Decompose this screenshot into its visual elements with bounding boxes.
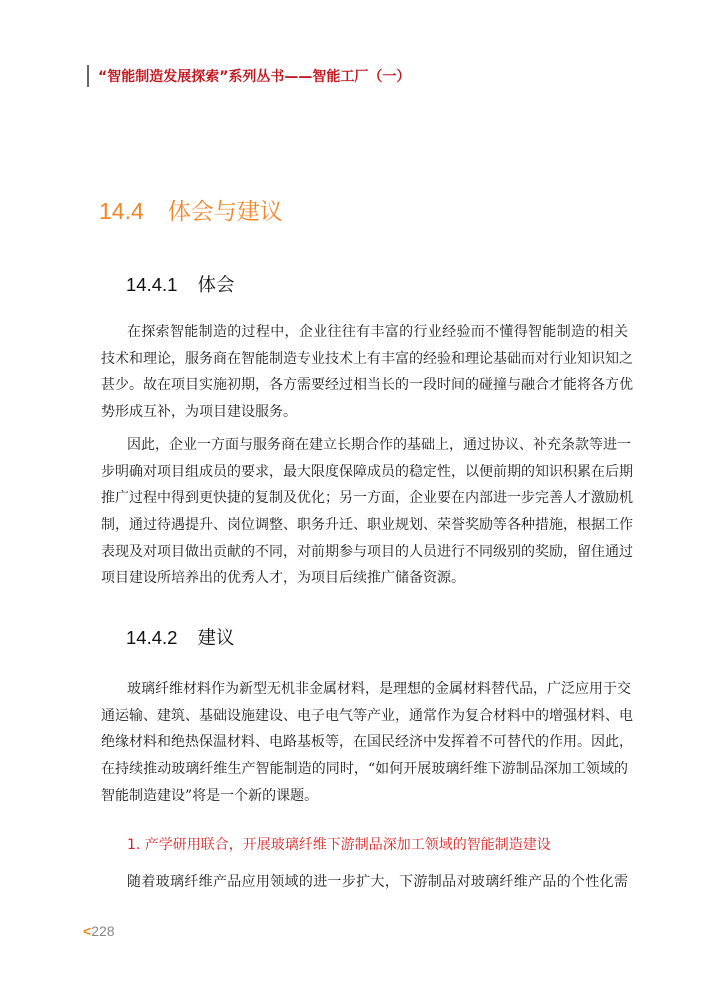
section-title: 体会与建议 [167,198,283,224]
text-line: 技术和理论，服务商在智能制造专业技术上有丰富的经验和理论基础而对行业知识知之 [101,350,633,367]
subsection-number: 14.4.2 [126,627,178,648]
paragraph-2 [101,432,633,592]
subsection-title: 建议 [197,627,235,648]
subsection-title: 体会 [197,274,235,295]
text-line: 在持续推动玻璃纤维生产智能制造的同时，“如何开展玻璃纤维下游制品深加工领域的 [101,761,628,778]
text-line: 推广过程中得到更快捷的复制及优化；另一方面，企业要在内部进一步完善人才激励机 [101,490,633,507]
text-line: 势形成互补，为项目建设服务。 [101,404,297,421]
text-line: 玻璃纤维材料作为新型无机非金属材料，是理想的金属材料替代品，广泛应用于交 [127,681,631,697]
text-line: 因此，企业一方面与服务商在建立长期合作的基础上，通过协议、补充条款等进一 [127,437,631,453]
paragraph-1 [101,319,633,426]
text-line: 制，通过待遇提升、岗位调整、职务升迁、职业规划、荣誉奖励等各种措施，根据工作 [101,517,633,534]
subsection-heading-2 [126,624,234,650]
subsection-heading-1 [126,271,234,297]
section-heading [99,193,283,226]
subsection-number: 14.4.1 [126,274,178,295]
page-number [83,923,115,939]
running-header: “智能制造发展探索”系列丛书——智能工厂（一） [98,69,411,85]
text-line: 在探索智能制造的过程中，企业往往有丰富的行业经验而不懂得智能制造的相关 [127,324,628,340]
page-number-value: 228 [91,923,115,939]
text-line: 表现及对项目做出贡献的不同，对前期参与项目的人员进行不同级别的奖励，留住通过 [101,543,633,560]
text-line: 通运输、建筑、基础设施建设、电子电气等产业，通常作为复合材料中的增强材料、电 [101,707,633,724]
numbered-item-heading: 1. 产学研用联合，开展玻璃纤维下游制品深加工领域的智能制造建设 [127,837,551,853]
paragraph-3 [101,676,633,809]
section-number: 14.4 [99,198,144,224]
header-divider [87,65,89,87]
text-line: 随着玻璃纤维产品应用领域的进一步扩大，下游制品对玻璃纤维产品的个性化需 [127,874,628,890]
text-line: 智能制造建设”将是一个新的课题。 [101,787,319,804]
paragraph-4 [101,869,628,896]
text-line: 甚少。故在项目实施初期，各方需要经过相当长的一段时间的碰撞与融合才能将各方优 [101,377,633,394]
text-line: 绝缘材料和绝热保温材料、电路基板等，在国民经济中发挥着不可替代的作用。因此， [101,734,633,751]
text-line: 步明确对项目组成员的要求，最大限度保障成员的稳定性，以便前期的知识积累在后期 [101,463,633,480]
page-marker-icon: < [83,923,92,939]
text-line: 项目建设所培养出的优秀人才，为项目后续推广储备资源。 [101,570,465,587]
